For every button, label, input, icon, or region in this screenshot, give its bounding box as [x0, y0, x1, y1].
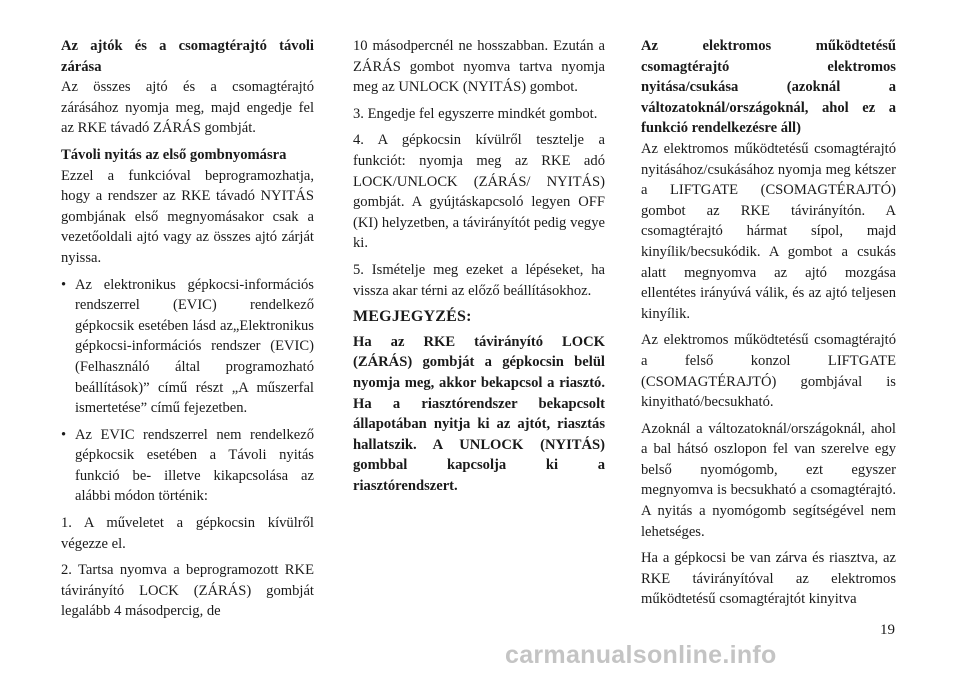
heading-remote-lock: Az ajtók és a csomagtérajtó távoli zárása — [61, 38, 314, 75]
list-item: • Az EVIC rendszerrel nem rendelkező gépkocsik esetében a Távoli nyitás funkció be- illetve kikapcsolása az alábbi módon történik: — [61, 425, 314, 507]
step-4: 4. A gépkocsin kívülről tesztelje a funkciót: nyomja meg az RKE adó LOCK/UNLOCK (ZÁRÁS/ NYITÁS) gombját. A gyújtáskapcsoló legyen OFF (KI) helyzetben, a távirányítót pedig vegye ki. — [353, 132, 605, 252]
step-3: 3. Engedje fel egyszerre mindkét gombot. — [353, 105, 598, 122]
note-title: MEGJEGYZÉS: — [353, 308, 472, 326]
heading-power-liftgate: Az elektromos működtetésű csomagtérajtó elektromos nyitása/csukása (azoknál a változatoknál/országoknál, ahol ez a funkció rendelkezésre áll) — [641, 38, 896, 137]
column-middle — [353, 36, 605, 502]
step-1: 1. A műveletet a gépkocsin kívülről végezze el. — [61, 515, 314, 552]
paragraph-liftgate-operation: Az elektromos működtetésű csomagtérajtó nyitásához/csukásához nyomja meg kétszer a LIFTGATE (CSOMAGTÉRAJTÓ) gombot az RKE távirányítón. A csomagtérajtó hármat sípol, majd kinyílik/becsukódik. A gombot a csukás alatt megnyomva az ajtó mozgása ellentétes irányúvá válik, és az ajtó teljesen kinyílik. — [641, 140, 896, 322]
watermark: carmanualsonline.info — [505, 641, 777, 669]
column-right — [641, 36, 896, 616]
paragraph-armed-vehicle: Ha a gépkocsi be van zárva és riasztva, az RKE távirányítóval az elektromos működtetésű csomagtérajtót kinyitva — [641, 550, 896, 608]
paragraph-remote-unlock: Ezzel a funkcióval beprogramozhatja, hogy a rendszer az RKE távadó NYITÁS gombjának első megnyomásakor csak a vezetőoldali ajtó vagy az összes ajtó zárját nyissa. — [61, 167, 314, 266]
list-item: • Az elektronikus gépkocsi-információs rendszerrel (EVIC) rendelkező gépkocsik esetében lásd az„Elektronikus gépkocsi-információs rendszer (EVIC) (Felhasználó által programozható beállítások)” című részt „A műszerfal ismertetése” című fejezetben. — [61, 275, 314, 419]
column-left — [61, 36, 314, 628]
page-number: 19 — [880, 622, 895, 638]
paragraph-pillar-button: Azoknál a változatoknál/országoknál, ahol a bal hátsó oszlopon fel van szerelve egy belső nyomógomb, ezt egyszer megnyomva is becsukható a csomagtérajtó. A nyitás a nyomógomb segítségével nem lehetséges. — [641, 420, 896, 540]
bullet-list — [61, 275, 314, 508]
step-2: 2. Tartsa nyomva a beprogramozott RKE távirányító LOCK (ZÁRÁS) gombját legalább 4 másodpercig, de — [61, 562, 314, 620]
step-5: 5. Ismételje meg ezeket a lépéseket, ha vissza akar térni az előző beállításokhoz. — [353, 261, 605, 299]
note-body: Ha az RKE távirányító LOCK (ZÁRÁS) gombját a gépkocsin belül nyomja meg, akkor bekapcsol a riasztó. Ha a riasztórendszer bekapcsolt állapotában nyitja ki az ajtót, riasztás hallatszik. A UNLOCK (NYITÁS) gombbal kapcsolja ki a riasztórendszert. — [353, 333, 605, 494]
paragraph-remote-lock: Az összes ajtó és a csomagtérajtó zárásához nyomja meg, majd engedje fel az RKE távadó ZÁRÁS gombját. — [61, 79, 314, 137]
paragraph-overhead-console: Az elektromos működtetésű csomagtérajtó a felső konzol LIFTGATE (CSOMAGTÉRAJTÓ) gombjával is kinyitható/becsukható. — [641, 332, 896, 411]
paragraph-step-2-continued: 10 másodpercnél ne hosszabban. Ezután a ZÁRÁS gombot nyomva tartva nyomja meg az UNLOCK (NYITÁS) gombot. — [353, 38, 605, 96]
heading-remote-unlock-first-press: Távoli nyitás az első gombnyomásra — [61, 146, 287, 163]
